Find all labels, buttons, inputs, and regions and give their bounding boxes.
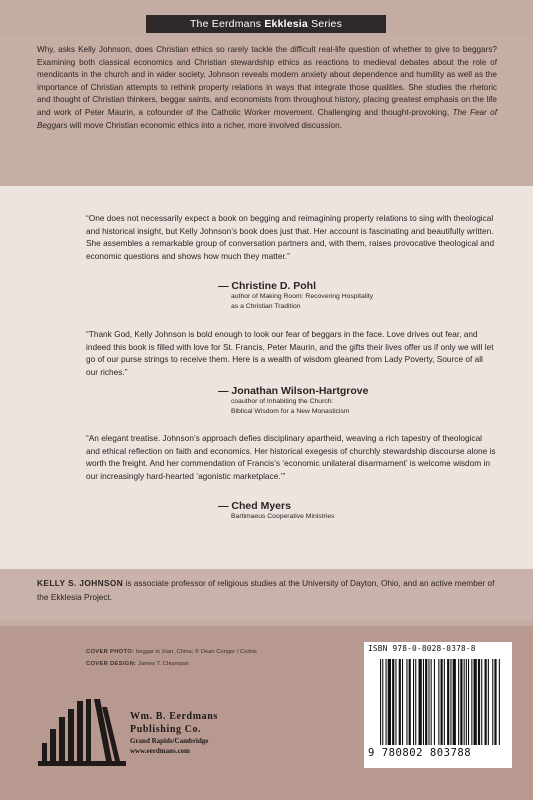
endorser-name-1: — Christine D. Pohl bbox=[218, 280, 317, 292]
barcode-number: 9 780802 803788 bbox=[368, 747, 472, 759]
publisher-imprint bbox=[130, 710, 218, 756]
endorser-role-1a: author of Making Room: Recovering Hospitality bbox=[231, 293, 374, 300]
author-name: KELLY S. JOHNSON bbox=[37, 578, 124, 588]
cover-credits bbox=[86, 646, 257, 670]
endorser-role-3a: Bartimaeus Cooperative Ministries bbox=[231, 513, 335, 520]
endorser-role-2a: coauthor of Inhabiting the Church: bbox=[231, 398, 334, 405]
series-name: Ekklesia bbox=[264, 18, 308, 30]
isbn-barcode bbox=[364, 642, 512, 768]
endorser-name-3: — Ched Myers bbox=[218, 500, 291, 512]
publisher-location: Grand Rapids/Cambridge bbox=[130, 737, 209, 745]
publisher-website: www.eerdmans.com bbox=[130, 747, 190, 755]
endorser-name-2: — Jonathan Wilson-Hartgrove bbox=[218, 385, 369, 397]
endorser-role-1b: as a Christian Tradition bbox=[231, 302, 301, 310]
endorsement-attribution-3 bbox=[218, 500, 335, 522]
cover-design-credit bbox=[86, 658, 257, 670]
author-bio-text: is associate professor of religious studies at the University of Dayton, Ohio, and an active member of the Ekklesia Project. bbox=[37, 578, 495, 602]
series-suffix: Series bbox=[307, 18, 343, 30]
endorsement-quote-2: “Thank God, Kelly Johnson is bold enough to look our fear of beggars in the face. Love drives out fear, and indeed this book is filled with love for St. Francis, Peter Maurin, and the gifts their lives offer us if only we will let go of our purse strings to receive them. Here is a wealth of wisdom gleaned from Lady Poverty, Source of all our riches.” bbox=[86, 329, 494, 377]
cover-photo-label: COVER PHOTO: bbox=[86, 649, 135, 655]
book-description bbox=[37, 44, 497, 132]
isbn-label: ISBN 978-0-8028-0378-8 bbox=[368, 644, 476, 653]
author-bio bbox=[37, 577, 497, 604]
endorsement-attribution-1 bbox=[218, 280, 373, 311]
endorser-role-2b: Biblical Wisdom for a New Monasticism bbox=[231, 407, 350, 415]
endorsement-attribution-2 bbox=[218, 385, 368, 416]
series-prefix: The Eerdmans bbox=[189, 18, 265, 30]
description-text-1: Why, asks Kelly Johnson, does Christian ethics so rarely tackle the difficult real-life question of whether to give to beggars? Examining both classical economics and Christian stewardship ethics as reactions to medieval debates about the role of mendicants in the church and in wider society, Johnson reveals modern anxiety about dependence and humility as well as the importance of Christian attempts to rethink property relations in ways that integrate those qualities. She studies the rhetoric and thought of Christian thinkers, beggar saints, and economists from throughout history, placing greatest emphasis on the life and work of Peter Maurin, a cofounder of the Catholic Worker movement. Challenging and thought-provoking, bbox=[37, 45, 497, 117]
publisher-name-line1: Wm. B. Eerdmans bbox=[130, 711, 218, 722]
endorsement-quote-3: “An elegant treatise. Johnson’s approach defies disciplinary apartheid, weaving a rich tapestry of theological and ethical reflection on faith and economics. Her historical exegesis of churchly stewardship discourse alone is worth the freight. And her commendation of Francis’s ‘economic unilateral disarmament’ is welcome wisdom in our increasingly hard-hearted ‘agonistic marketplace.’” bbox=[86, 433, 496, 481]
cover-photo-value: beggar in Xian, China; © Dean Conger / Corbis bbox=[135, 649, 257, 655]
cover-photo-credit bbox=[86, 646, 257, 658]
endorsement-quote-1: “One does not necessarily expect a book on begging and reimagining property relations to sing with theological and historical insight, but Kelly Johnson’s book does just that. Her account is fascinating and beautifully written. She assembles a remarkable group of conversation partners and, with them, raises provocative theological and economic questions and shows how much they matter.” bbox=[86, 213, 495, 261]
barcode-bars-icon bbox=[378, 659, 502, 749]
cover-design-value: James T. Chiampas bbox=[137, 661, 189, 667]
publisher-name-line2: Publishing Co. bbox=[130, 724, 202, 735]
description-text-2: will move Christian economic ethics into a richer, more involved discussion. bbox=[67, 120, 342, 130]
cover-design-label: COVER DESIGN: bbox=[86, 661, 137, 667]
series-banner bbox=[146, 15, 386, 33]
description-book-title: The Fear of Beggars bbox=[37, 107, 498, 130]
publisher-logo-icon bbox=[38, 699, 126, 767]
